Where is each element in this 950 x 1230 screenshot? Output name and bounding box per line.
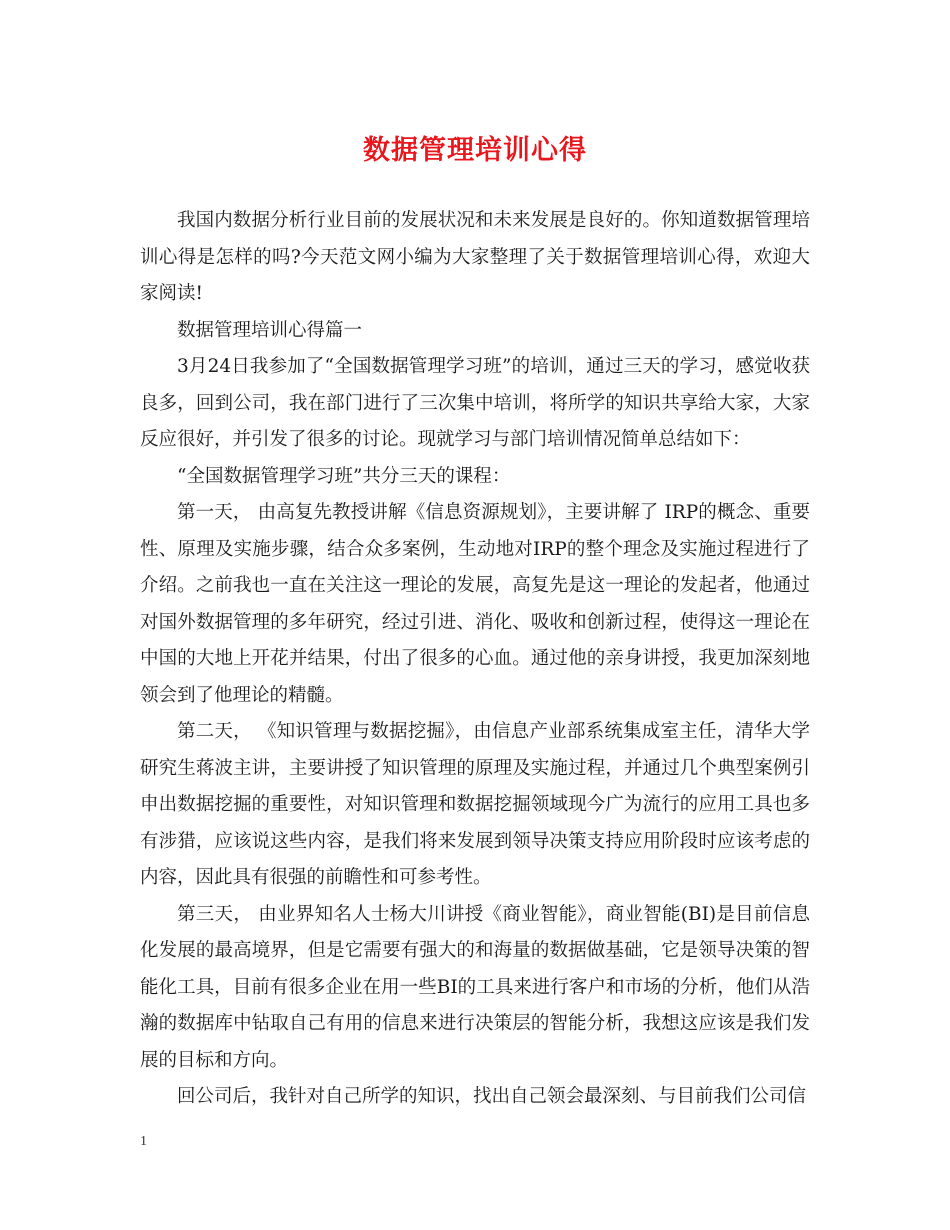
- paragraph-day-two: 第二天， 《知识管理与数据挖掘》，由信息产业部系统集成室主任，清华大学研究生蒋波主讲，主要讲授了知识管理的原理及实施过程，并通过几个典型案例引申出数据挖掘的重要性，对知识管理和数据挖掘领域现今广为流行的应用工具也多有涉猎，应该说这些内容，是我们将来发展到领导决策支持应用阶段时应该考虑的内容，因此具有很强的前瞻性和可参考性。: [140, 721, 810, 888]
- paragraph-day-three: 第三天， 由业界知名人士杨大川讲授《商业智能》，商业智能(BI)是目前信息化发展的最高境界，但是它需要有强大的和海量的数据做基础，它是领导决策的智能化工具，目前有很多企业在用一些BI的工具来进行客户和市场的分析，他们从浩瀚的数据库中钻取自己有用的信息来进行决策层的智能分析，我想这应该是我们发展的目标和方向。: [140, 903, 810, 1071]
- paragraph-day-one: 第一天， 由高复先教授讲解《信息资源规划》，主要讲解了 IRP的概念、重要性、原理及实施步骤，结合众多案例，生动地对IRP的整个理念及实施过程进行了介绍。之前我也一直在关注这一理论的发展，高复先是这一理论的发起者，他通过对国外数据管理的多年研究，经过引进、消化、吸收和创新过程，使得这一理论在中国的大地上开花并结果，付出了很多的心血。通过他的亲身讲授，我更加深刻地领会到了他理论的精髓。: [140, 502, 810, 706]
- document-title: 数据管理培训心得: [363, 135, 587, 166]
- page-number: 1: [140, 1134, 147, 1149]
- document-body: [140, 203, 810, 1116]
- paragraph: 回公司后，我针对自己所学的知识，找出自己领会最深刻、与目前我们公司信: [177, 1086, 807, 1107]
- paragraph: “全国数据管理学习班”共分三天的课程：: [177, 465, 511, 487]
- paragraph-intro: 我国内数据分析行业目前的发展状况和未来发展是良好的。你知道数据管理培训心得是怎样的吗?今天范文网小编为大家整理了关于数据管理培训心得，欢迎大家阅读!: [140, 210, 810, 304]
- section-heading: 数据管理培训心得篇一: [177, 319, 363, 341]
- paragraph: 3月24日我参加了“全国数据管理学习班”的培训，通过三天的学习，感觉收获良多，回到公司，我在部门进行了三次集中培训，将所学的知识共享给大家，大家反应很好，并引发了很多的讨论。现就学习与部门培训情况简单总结如下：: [140, 356, 810, 450]
